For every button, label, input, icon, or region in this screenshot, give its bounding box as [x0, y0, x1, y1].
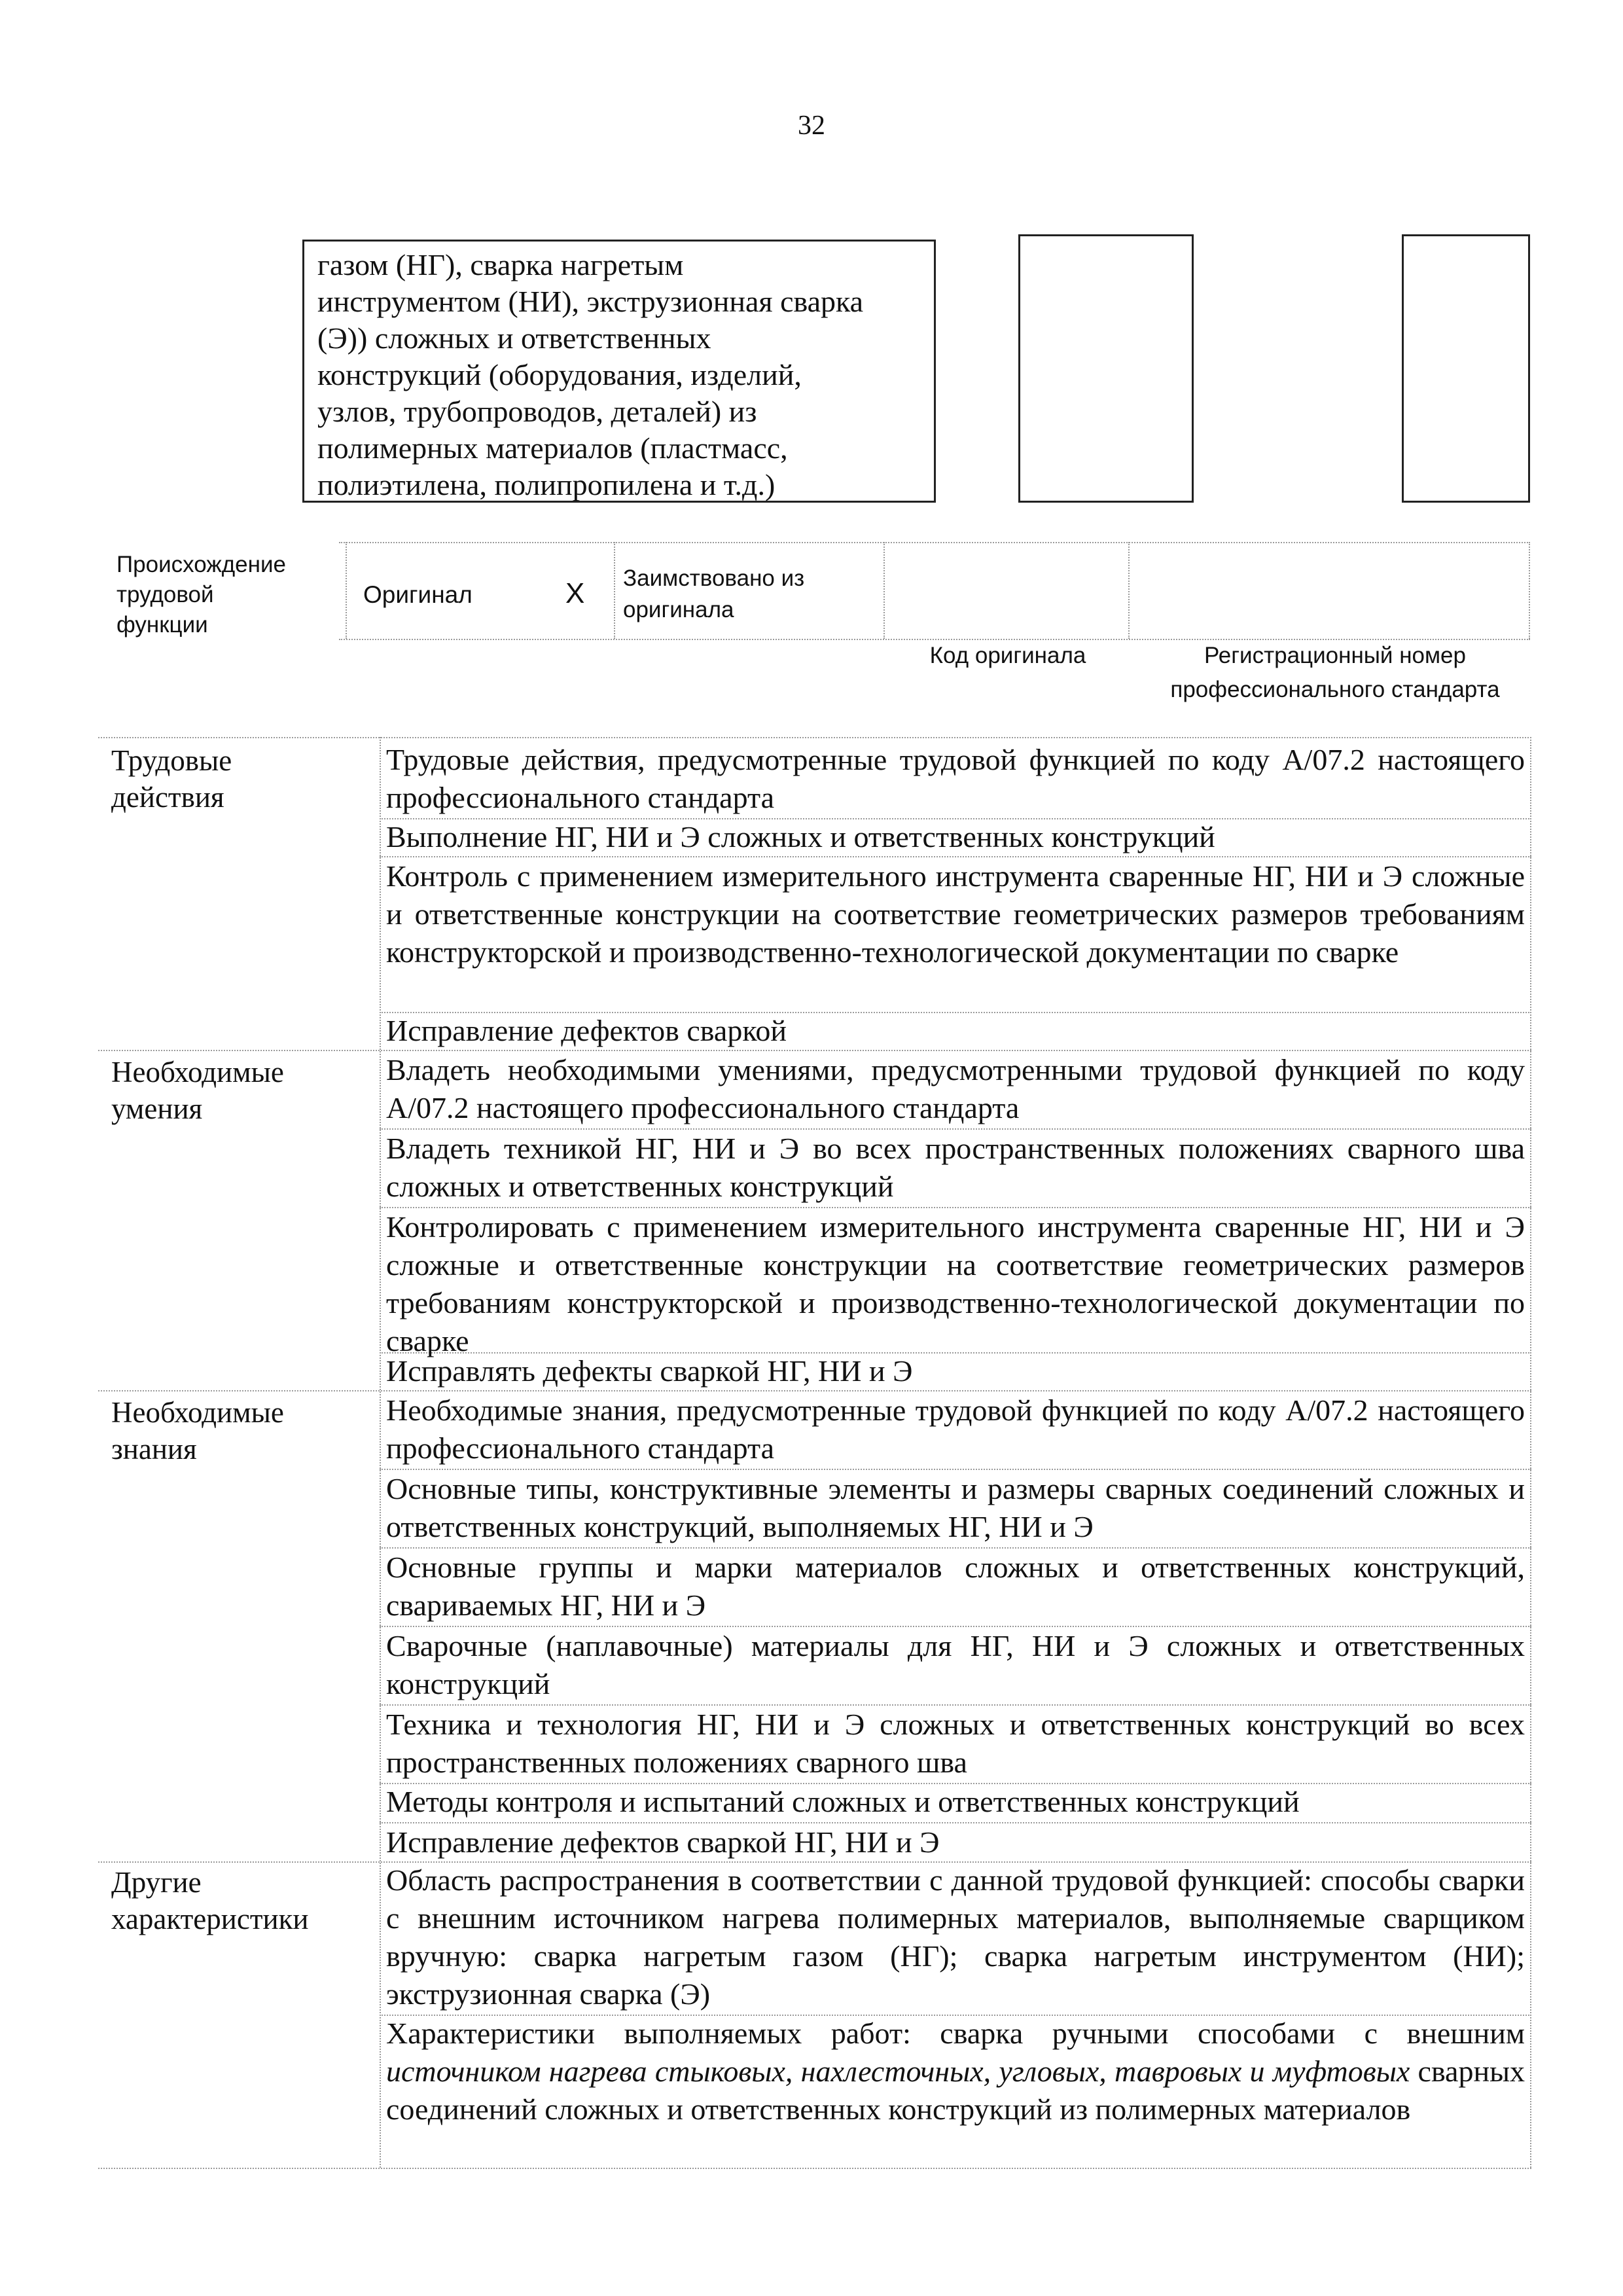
- table-row: Выполнение НГ, НИ и Э сложных и ответственных конструкций: [386, 820, 1215, 853]
- table-row: Контроль с применением измерительного инструмента сваренные НГ, НИ и Э сложные и ответственные конструкции на соответствие геометрических размеров требованиям конструкторской и производственно-технологической документации по сварке: [386, 859, 1525, 969]
- section-label-other: [98, 1864, 366, 1937]
- section-label-line: умения: [111, 1092, 203, 1125]
- origin-label-line: функции: [116, 612, 208, 637]
- origin-borrowed-label: [623, 563, 804, 626]
- registration-caption-line: профессионального стандарта: [1170, 677, 1500, 702]
- section-label-line: знания: [111, 1433, 197, 1465]
- function-name-line: газом (НГ), сварка нагретым: [317, 248, 684, 281]
- table-row: Исправлять дефекты сваркой НГ, НИ и Э: [386, 1354, 913, 1388]
- function-name-line: инструментом (НИ), экструзионная сварка: [317, 285, 864, 318]
- function-name-box: [302, 240, 936, 503]
- section-label-line: действия: [111, 781, 224, 814]
- function-details-table: [98, 737, 1531, 2168]
- table-row: Область распространения в соответствии с данной трудовой функцией: способы сварки с внешним источником нагрева полимерных материалов, выполняемые сварщиком вручную: сварка нагретым газом (НГ); сварка нагретым инструментом (НИ); экструзионная сварка (Э): [386, 1863, 1525, 2011]
- origin-borrowed-line: Заимствовано из: [623, 565, 805, 591]
- original-code-caption: Код оригинала: [929, 643, 1086, 668]
- row-text-plain: Характеристики выполняемых работ: сварка ручными способами с внешним: [386, 2017, 1525, 2050]
- page-number: 32: [798, 111, 825, 141]
- section-label-actions: [98, 742, 366, 816]
- table-row: Сварочные (наплавочные) материалы для НГ, НИ и Э сложных и ответственных конструкций: [386, 1629, 1525, 1700]
- origin-original-mark: X: [565, 577, 585, 609]
- table-row: Методы контроля и испытаний сложных и ответственных конструкций: [386, 1785, 1300, 1818]
- table-row: Исправление дефектов сваркой НГ, НИ и Э: [386, 1825, 940, 1859]
- section-label-line: характеристики: [111, 1903, 309, 1935]
- function-name-line: конструкций (оборудования, изделий,: [317, 358, 802, 391]
- origin-label-line: трудовой: [116, 582, 214, 607]
- table-row: Основные типы, конструктивные элементы и размеры сварных соединений сложных и ответственных конструкций, выполняемых НГ, НИ и Э: [386, 1472, 1525, 1543]
- function-name-line: полиэтилена, полипропилена и т.д.): [317, 468, 776, 501]
- table-row: [380, 2015, 1531, 2128]
- registration-number-caption: [1132, 639, 1538, 707]
- section-label-skills: [98, 1054, 366, 1127]
- section-label-knowledge: [98, 1394, 366, 1467]
- qualification-level-box: [1402, 234, 1530, 503]
- section-label-line: Необходимые: [111, 1056, 284, 1088]
- section-label-line: Трудовые: [111, 744, 232, 777]
- row-text-italic: источником нагрева стыковых, нахлесточных, угловых, тавровых и муфтовых: [386, 2054, 1410, 2088]
- table-row: Владеть необходимыми умениями, предусмотренными трудовой функцией по коду А/07.2 настоящего профессионального стандарта: [386, 1053, 1525, 1124]
- function-name-line: (Э)) сложных и ответственных: [317, 321, 711, 355]
- function-code-box: [1018, 234, 1194, 503]
- table-row: Контролировать с применением измерительного инструмента сваренные НГ, НИ и Э сложные и ответственные конструкции на соответствие геометрических размеров требованиям конструкторской и производственно-технологической документации по сварке: [386, 1210, 1525, 1357]
- table-row: Трудовые действия, предусмотренные трудовой функцией по коду А/07.2 настоящего профессионального стандарта: [386, 743, 1525, 814]
- table-row: Техника и технология НГ, НИ и Э сложных и ответственных конструкций во всех пространственных положениях сварного шва: [386, 1708, 1525, 1779]
- origin-label: [116, 550, 286, 640]
- row-text-plain: сварных соединений сложных и ответственных конструкций из полимерных материалов: [386, 2054, 1525, 2126]
- table-row: Основные группы и марки материалов сложных и ответственных конструкций, свариваемых НГ, НИ и Э: [386, 1551, 1525, 1622]
- origin-original-label: Оригинал: [363, 581, 473, 608]
- origin-borrowed-line: оригинала: [623, 597, 734, 622]
- origin-table: [116, 542, 1530, 639]
- table-row: Владеть техникой НГ, НИ и Э во всех пространственных положениях сварного шва сложных и ответственных конструкций: [386, 1132, 1525, 1203]
- function-name-line: узлов, трубопроводов, деталей) из: [317, 395, 757, 428]
- registration-caption-line: Регистрационный номер: [1204, 643, 1466, 668]
- table-row: Необходимые знания, предусмотренные трудовой функцией по коду А/07.2 настоящего профессионального стандарта: [386, 1393, 1525, 1465]
- table-row: Исправление дефектов сваркой: [386, 1014, 787, 1047]
- function-name-line: полимерных материалов (пластмасс,: [317, 431, 788, 465]
- section-label-line: Необходимые: [111, 1396, 284, 1429]
- section-label-line: Другие: [111, 1866, 202, 1899]
- origin-label-line: Происхождение: [116, 552, 286, 577]
